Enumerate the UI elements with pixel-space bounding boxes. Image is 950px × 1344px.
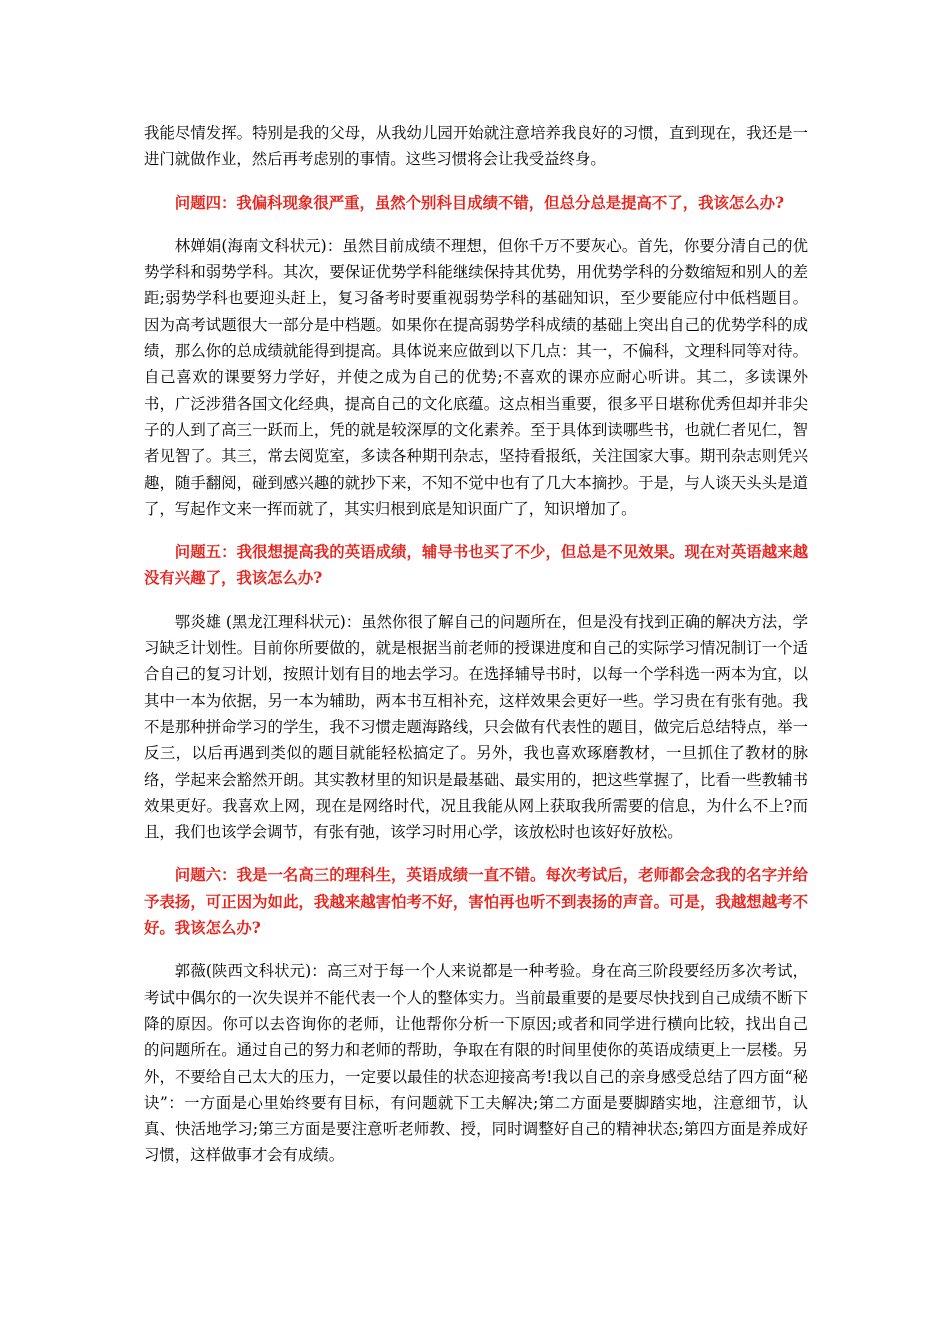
question-4-heading: 问题四：我偏科现象很严重，虽然个别科目成绩不错，但总分总是提高不了，我该怎么办? <box>174 193 785 212</box>
question-6-heading: 问题六：我是一名高三的理科生，英语成绩一直不错。每次考试后，老师都会念我的名字并给予表扬，可正因为如此，我越来越害怕考不好，害怕再也听不到表扬的声音。可是，我越想越考不好。我该怎么办? <box>144 866 808 938</box>
intro-paragraph: 我能尽情发挥。特别是我的父母，从我幼儿园开始就注意培养我良好的习惯，直到现在，我还是一进门就做作业，然后再考虑别的事情。这些习惯将会让我受益终身。 <box>144 124 808 169</box>
answer-4-paragraph: 林婵娟(海南文科状元)：虽然目前成绩不理想，但你千万不要灰心。首先，你要分清自己的优势学科和弱势学科。其次，要保证优势学科能继续保持其优势，用优势学科的分数缩短和别人的差距;弱势学科也要迎头赶上，复习备考时要重视弱势学科的基础知识，至少要能应付中低档题目。因为高考试题很大一部分是中档题。如果你在提高弱势学科成绩的基础上突出自己的优势学科的成绩，那么你的总成绩就能得到提高。具体说来应做到以下几点：其一，不偏科，文理科同等对待。自己喜欢的课要努力学好，并使之成为自己的优势;不喜欢的课亦应耐心听讲。其二，多读课外书，广泛涉猎各国文化经典，提高自己的文化底蕴。这点相当重要，很多平日堪称优秀但却并非尖子的人到了高三一跃而上，凭的就是较深厚的文化素养。至于具体到读哪些书，也就仁者见仁，智者见智了。其三，常去阅览室，多读各种期刊杂志，坚持看报纸，关注国家大事。期刊杂志则凭兴趣，随手翻阅，碰到感兴趣的就抄下来，不知不觉中也有了几大本摘抄。于是，与人谈天头头是道了，写起作文来一挥而就了，其实归根到底是知识面广了，知识增加了。 <box>144 236 808 518</box>
question-5-heading: 问题五：我很想提高我的英语成绩，辅导书也买了不少，但总是不见效果。现在对英语越来越没有兴趣了，我该怎么办? <box>144 543 808 588</box>
answer-5-paragraph: 鄂炎雄 (黑龙江理科状元)：虽然你很了解自己的问题所在，但是没有找到正确的解决方法，学习缺乏计划性。目前你所要做的，就是根据当前老师的授课进度和自己的实际学习情况制订一个适合自己的复习计划，按照计划有目的地去学习。在选择辅导书时，以每一个学科选一两本为宜，以其中一本为依据，另一本为辅助，两本书互相补充，这样效果会更好一些。学习贵在有张有弛。我不是那种拼命学习的学生，我不习惯走题海路线，只会做有代表性的题目，做完后总结特点，举一反三，以后再遇到类似的题目就能轻松搞定了。另外，我也喜欢琢磨教材，一旦抓住了教材的脉络，学起来会豁然开朗。其实教材里的知识是最基础、最实用的，把这些掌握了，比看一些教辅书效果更好。我喜欢上网，现在是网络时代，况且我能从网上获取我所需要的信息，为什么不上?而且，我们也该学会调节，有张有弛，该学习时用心学，该放松时也该好好放松。 <box>144 612 808 842</box>
answer-6-paragraph: 郭薇(陕西文科状元)：高三对于每一个人来说都是一种考验。身在高三阶段要经历多次考试，考试中偶尔的一次失误并不能代表一个人的整体实力。当前最重要的是要尽快找到自己成绩不断下降的原因。你可以去咨询你的老师，让他帮你分析一下原因;或者和同学进行横向比较，找出自己的问题所在。通过自己的努力和老师的帮助，争取在有限的时间里使你的英语成绩更上一层楼。另外，不要给自己太大的压力，一定要以最佳的状态迎接高考!我以自己的亲身感受总结了四方面“秘诀”：一方面是心里始终要有目标，有问题就下工夫解决;第二方面是要脚踏实地，注意细节，认真、快活地学习;第三方面是要注意听老师教、授，同时调整好自己的精神状态;第四方面是养成好习惯，这样做事才会有成绩。 <box>144 962 808 1165</box>
document-page <box>144 120 808 1169</box>
